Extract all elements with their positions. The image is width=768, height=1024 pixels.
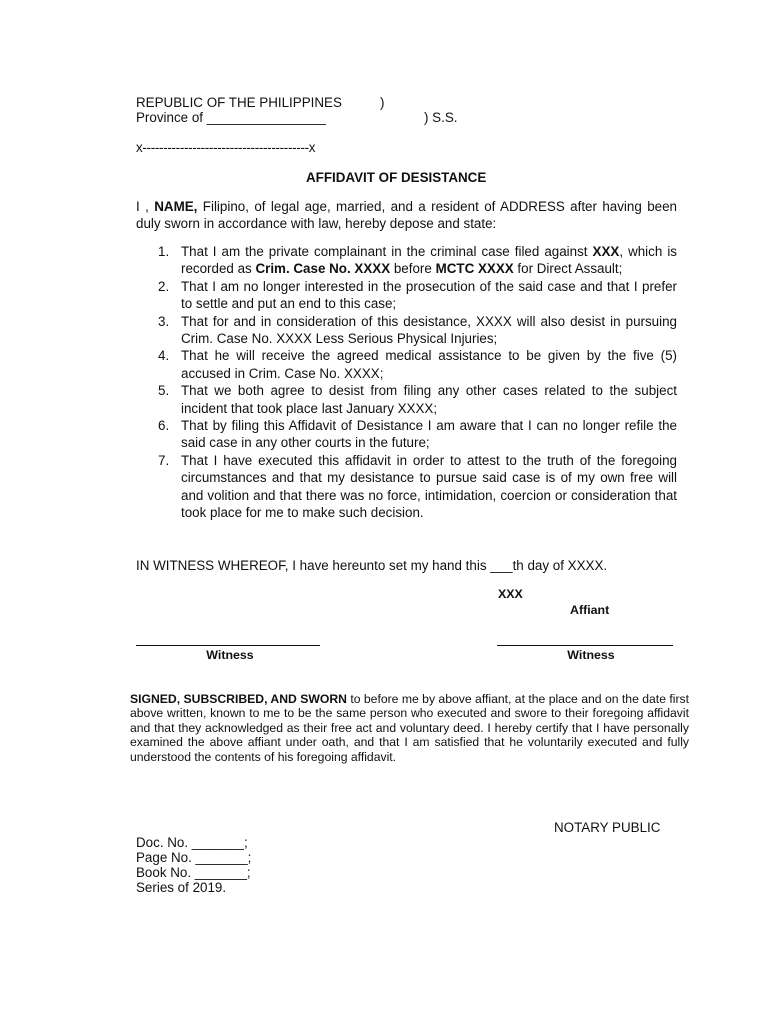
right-witness-label: Witness [567,648,615,662]
affiant-name: NAME, [154,199,198,214]
case-number: Crim. Case No. XXXX [255,261,391,277]
item-text: That I have executed this affidavit in order to attest to the truth of the foregoing circumstances and that my desistance to pursue said case is of my own free will and volition and that there was no force, intimidation, coercion or consideration that took place for me to make such decision. [181,452,677,521]
book-number-line: Book No. _______; [136,865,251,880]
list-item [136,417,677,452]
item-text: before [390,261,436,277]
item-text: That he will receive the agreed medical assistance to be given by the five (5) accused in Crim. Case No. XXXX; [181,348,677,381]
item-number: 7. [158,452,170,468]
item-text: That I am the private complainant in the criminal case filed against [181,244,593,259]
item-number: 1. [158,244,170,259]
item-text: for Direct Assault; [513,261,623,277]
item-text: That for and in consideration of this desistance, XXXX will also desist in pursuing Crim. Case No. XXXX Less Serious Physical Injuries; [181,313,677,347]
list-item [136,347,677,382]
list-item [136,452,677,522]
list-item [136,313,677,348]
separator-line: x----------------------------------------x [136,140,316,155]
item-text: That by filing this Affidavit of Desistance I am aware that I can no longer refile the said case in any other courts in the future; [181,418,677,451]
document-title: AFFIDAVIT OF DESISTANCE [306,170,487,185]
republic-paren: ) [380,95,385,110]
intro-body: Filipino, of legal age, married, and a resident of ADDRESS after having been duly sworn in accordance with law, hereby depose and state: [136,199,677,232]
ss-label: ) S.S. [424,110,458,125]
statement-list [136,243,677,522]
item-number: 4. [158,348,170,364]
list-item [136,382,677,417]
left-witness-signature-line [136,645,320,646]
item-text: That I am no longer interested in the prosecution of the said case and that I prefer to settle and put an end to this case; [181,278,677,312]
witness-whereof-line: IN WITNESS WHEREOF, I have hereunto set my hand this ___th day of XXXX. [136,558,608,573]
right-witness-signature-line [497,645,673,646]
item-number: 6. [158,418,170,434]
jurat-text: to before me by above affiant, at the place and on the date first above written, known to me to be the same person who executed and swore to their foregoing affidavit and that they acknowledged as their free act and voluntary deed. I hereby certify that I have personally examined the above affiant under oath, and that I am satisfied that he voluntarily executed and fully understood the contents of his foregoing affidavit. [130,692,689,764]
page-number-line: Page No. _______; [136,850,252,865]
jurat-paragraph [130,692,689,764]
left-witness-label: Witness [206,648,254,662]
court-name: MCTC XXXX [435,261,514,277]
affiant-signature-name: XXX [498,587,523,601]
item-number: 2. [158,278,170,294]
list-item [136,278,677,313]
item-number: 3. [158,313,170,329]
doc-number-line: Doc. No. _______; [136,835,248,850]
series-line: Series of 2019. [136,880,227,895]
intro-prefix: I , [136,199,155,214]
notary-public-label: NOTARY PUBLIC [554,820,661,835]
republic-heading: REPUBLIC OF THE PHILIPPINES [136,95,342,110]
affiant-label: Affiant [570,603,610,617]
province-line: Province of ________________ [136,110,326,125]
item-number: 5. [158,383,170,399]
item-text: , which is recorded as [181,244,677,277]
accused-name: XXX [592,244,620,259]
jurat-heading: SIGNED, SUBSCRIBED, AND SWORN [130,692,347,706]
list-item [136,243,677,278]
intro-paragraph [136,198,677,233]
item-text: That we both agree to desist from filing any other cases related to the subject incident that took place last January XXXX; [181,383,677,416]
